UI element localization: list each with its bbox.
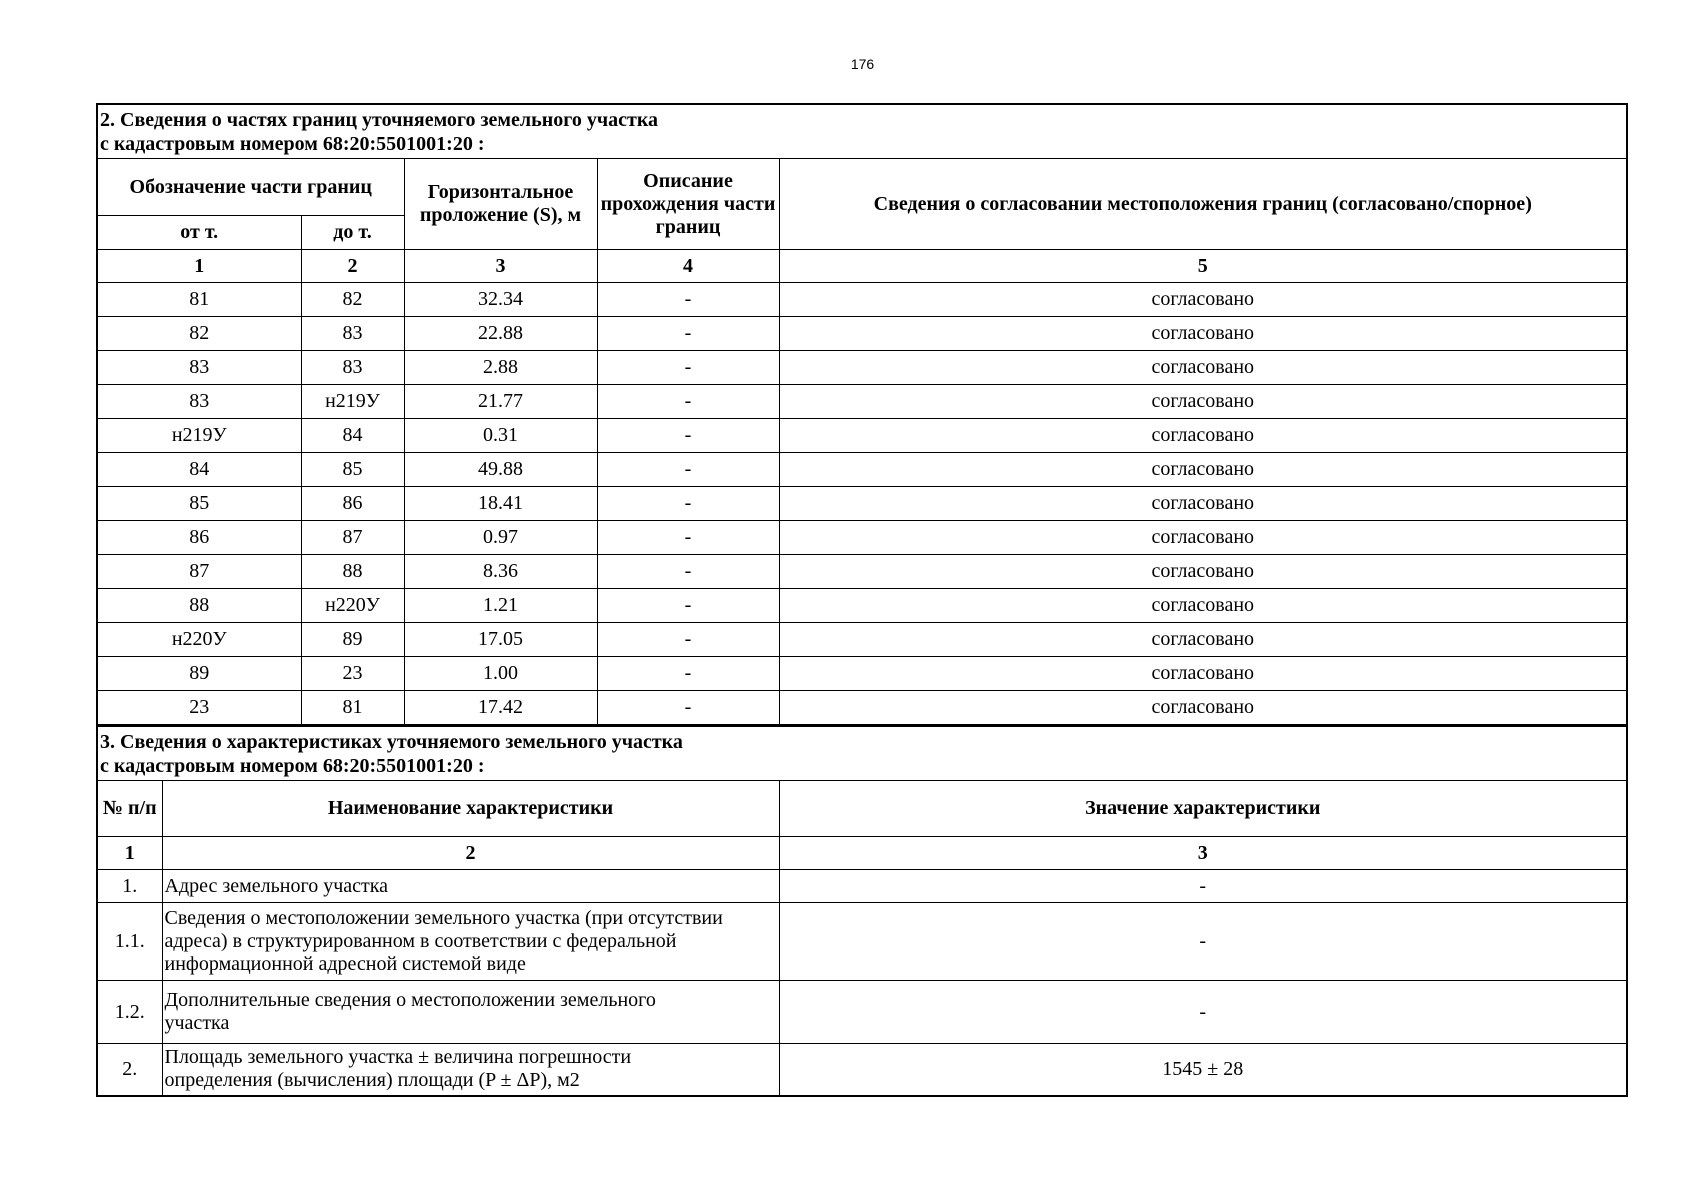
to-point-cell: 87 bbox=[301, 521, 404, 555]
table-row bbox=[97, 453, 1627, 487]
from-point-cell: 84 bbox=[97, 453, 301, 487]
table-row bbox=[97, 589, 1627, 623]
description-cell: - bbox=[597, 351, 779, 385]
agreement-status-cell: согласовано bbox=[779, 691, 1627, 726]
characteristic-value: - bbox=[779, 903, 1627, 981]
section2-title bbox=[97, 104, 1627, 159]
col-number: 4 bbox=[597, 250, 779, 283]
distance-cell: 8.36 bbox=[404, 555, 597, 589]
table-row bbox=[97, 521, 1627, 555]
page-number: 176 bbox=[850, 56, 875, 72]
from-point-cell: 23 bbox=[97, 691, 301, 726]
description-cell: - bbox=[597, 419, 779, 453]
distance-cell: 49.88 bbox=[404, 453, 597, 487]
agreement-status-cell: согласовано bbox=[779, 555, 1627, 589]
table-row bbox=[97, 419, 1627, 453]
from-point-cell: 89 bbox=[97, 657, 301, 691]
from-point-cell: 88 bbox=[97, 589, 301, 623]
distance-cell: 18.41 bbox=[404, 487, 597, 521]
header-characteristic-name: Наименование характеристики bbox=[162, 781, 779, 837]
characteristic-name: Адрес земельного участка bbox=[162, 870, 779, 903]
description-cell: - bbox=[597, 385, 779, 419]
header-description: Описание прохождения части границ bbox=[597, 159, 779, 250]
col-number: 2 bbox=[162, 837, 779, 870]
agreement-status-cell: согласовано bbox=[779, 419, 1627, 453]
table-row bbox=[97, 283, 1627, 317]
from-point-cell: 85 bbox=[97, 487, 301, 521]
characteristics-table bbox=[96, 726, 1628, 1097]
distance-cell: 0.31 bbox=[404, 419, 597, 453]
characteristic-name-line: Площадь земельного участка ± величина погрешности bbox=[164, 1046, 632, 1069]
distance-cell: 0.97 bbox=[404, 521, 597, 555]
table-row bbox=[97, 691, 1627, 726]
to-point-cell: 88 bbox=[301, 555, 404, 589]
col-number: 3 bbox=[779, 837, 1627, 870]
from-point-cell: 81 bbox=[97, 283, 301, 317]
to-point-cell: 89 bbox=[301, 623, 404, 657]
from-point-cell: н219У bbox=[97, 419, 301, 453]
characteristic-name-line: информационной адресной системой виде bbox=[164, 953, 526, 975]
description-cell: - bbox=[597, 555, 779, 589]
section2-title-line2: с кадастровым номером 68:20:5501001:20 : bbox=[100, 133, 485, 155]
distance-cell: 17.05 bbox=[404, 623, 597, 657]
agreement-status-cell: согласовано bbox=[779, 657, 1627, 691]
section3-title bbox=[97, 727, 1627, 781]
distance-cell: 17.42 bbox=[404, 691, 597, 726]
table-row bbox=[97, 317, 1627, 351]
description-cell: - bbox=[597, 691, 779, 726]
description-cell: - bbox=[597, 453, 779, 487]
characteristic-value: - bbox=[779, 981, 1627, 1044]
from-point-cell: н220У bbox=[97, 623, 301, 657]
distance-cell: 22.88 bbox=[404, 317, 597, 351]
col-number: 5 bbox=[779, 250, 1627, 283]
section2-title-line1: 2. Сведения о частях границ уточняемого земельного участка bbox=[100, 109, 659, 131]
characteristic-name-line: участка bbox=[164, 1012, 230, 1034]
to-point-cell: 82 bbox=[301, 283, 404, 317]
row-number: 1. bbox=[97, 870, 162, 903]
agreement-status-cell: согласовано bbox=[779, 385, 1627, 419]
distance-cell: 21.77 bbox=[404, 385, 597, 419]
table-row bbox=[97, 555, 1627, 589]
distance-cell: 2.88 bbox=[404, 351, 597, 385]
to-point-cell: 83 bbox=[301, 317, 404, 351]
from-point-cell: 82 bbox=[97, 317, 301, 351]
table-row bbox=[97, 385, 1627, 419]
distance-cell: 32.34 bbox=[404, 283, 597, 317]
distance-cell: 1.00 bbox=[404, 657, 597, 691]
description-cell: - bbox=[597, 521, 779, 555]
header-characteristic-value: Значение характеристики bbox=[779, 781, 1627, 837]
characteristic-name-line: адреса) в структурированном в соответствии с федеральной bbox=[164, 930, 677, 952]
distance-cell: 1.21 bbox=[404, 589, 597, 623]
agreement-status-cell: согласовано bbox=[779, 487, 1627, 521]
header-horizontal-distance: Горизонтальное проложение (S), м bbox=[404, 159, 597, 250]
characteristic-name-line: Дополнительные сведения о местоположении земельного bbox=[164, 989, 656, 1011]
agreement-status-cell: согласовано bbox=[779, 351, 1627, 385]
row-number: 1.1. bbox=[97, 903, 162, 981]
section3-title-line2: с кадастровым номером 68:20:5501001:20 : bbox=[100, 755, 485, 777]
agreement-status-cell: согласовано bbox=[779, 283, 1627, 317]
agreement-status-cell: согласовано bbox=[779, 623, 1627, 657]
table-row bbox=[97, 623, 1627, 657]
col-number: 1 bbox=[97, 250, 301, 283]
col-number: 3 bbox=[404, 250, 597, 283]
from-point-cell: 87 bbox=[97, 555, 301, 589]
characteristic-name bbox=[162, 981, 779, 1044]
description-cell: - bbox=[597, 589, 779, 623]
description-cell: - bbox=[597, 317, 779, 351]
to-point-cell: 86 bbox=[301, 487, 404, 521]
agreement-status-cell: согласовано bbox=[779, 317, 1627, 351]
header-part-designation: Обозначение части границ bbox=[97, 159, 404, 216]
table-row bbox=[97, 487, 1627, 521]
table-row bbox=[97, 657, 1627, 691]
agreement-status-cell: согласовано bbox=[779, 453, 1627, 487]
characteristic-value: - bbox=[779, 870, 1627, 903]
from-point-cell: 83 bbox=[97, 385, 301, 419]
row-number: 1.2. bbox=[97, 981, 162, 1044]
boundary-parts-rows bbox=[97, 283, 1627, 726]
description-cell: - bbox=[597, 487, 779, 521]
section3-title-line1: 3. Сведения о характеристиках уточняемого земельного участка bbox=[100, 731, 683, 753]
col-number: 1 bbox=[97, 837, 162, 870]
col-number: 2 bbox=[301, 250, 404, 283]
to-point-cell: 85 bbox=[301, 453, 404, 487]
description-cell: - bbox=[597, 657, 779, 691]
document-sheet bbox=[96, 103, 1628, 1097]
to-point-cell: 84 bbox=[301, 419, 404, 453]
to-point-cell: 83 bbox=[301, 351, 404, 385]
description-cell: - bbox=[597, 283, 779, 317]
header-to-point: до т. bbox=[301, 216, 404, 250]
header-row-number: № п/п bbox=[97, 781, 162, 837]
characteristic-value: 1545 ± 28 bbox=[779, 1044, 1627, 1096]
header-from-point: от т. bbox=[97, 216, 301, 250]
row-number: 2. bbox=[97, 1044, 162, 1096]
agreement-status-cell: согласовано bbox=[779, 521, 1627, 555]
agreement-status-cell: согласовано bbox=[779, 589, 1627, 623]
header-agreement: Сведения о согласовании местоположения границ (согласовано/спорное) bbox=[779, 159, 1627, 250]
boundary-parts-table bbox=[96, 103, 1628, 726]
to-point-cell: 23 bbox=[301, 657, 404, 691]
characteristic-name-line: определения (вычисления) площади (P ± ΔP), м2 bbox=[164, 1069, 580, 1092]
to-point-cell: 81 bbox=[301, 691, 404, 726]
table-row bbox=[97, 351, 1627, 385]
characteristic-name-line: Сведения о местоположении земельного участка (при отсутствии bbox=[164, 907, 723, 929]
from-point-cell: 86 bbox=[97, 521, 301, 555]
description-cell: - bbox=[597, 623, 779, 657]
from-point-cell: 83 bbox=[97, 351, 301, 385]
characteristic-name bbox=[162, 1044, 779, 1096]
to-point-cell: н219У bbox=[301, 385, 404, 419]
characteristic-name bbox=[162, 903, 779, 981]
to-point-cell: н220У bbox=[301, 589, 404, 623]
